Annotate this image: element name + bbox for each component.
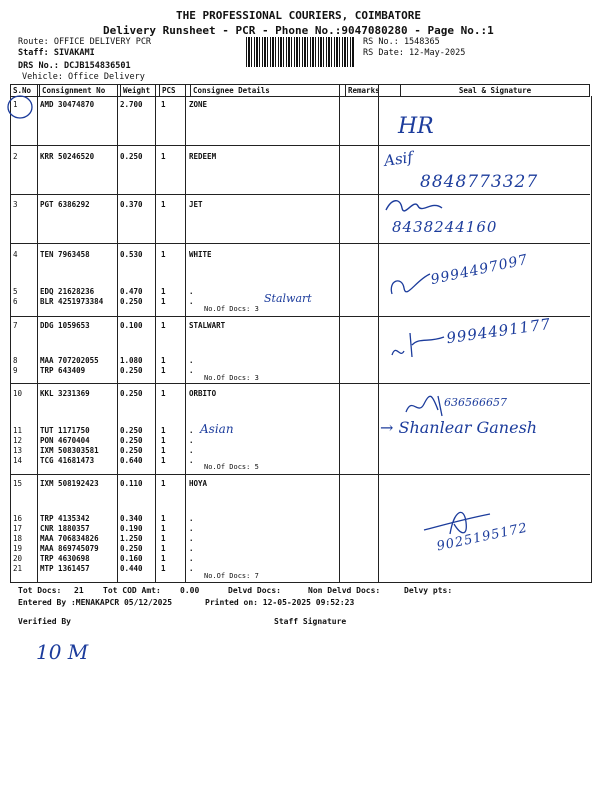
consignment-cell: PGT 6386292 — [40, 200, 90, 209]
sno-cell: 5 — [13, 287, 18, 296]
sno-cell: 18 — [13, 534, 23, 543]
pcs-cell: 1 — [161, 250, 166, 259]
drs-number: DRS No.: DCJB154836501 — [18, 61, 131, 71]
sno-cell: 21 — [13, 564, 23, 573]
col-weight: Weight — [121, 85, 160, 97]
printed-on: Printed on: 12-05-2025 09:52:23 — [205, 598, 355, 607]
consignment-cell: MAA 707202055 — [40, 356, 99, 365]
pcs-cell: 1 — [161, 456, 166, 465]
handwritten-phone: 8848773327 — [420, 172, 539, 192]
tot-docs-value: 21 — [74, 586, 84, 595]
col-consignee: Consignee Details — [191, 85, 346, 97]
sno-cell: 10 — [13, 389, 23, 398]
consignee-cell: . — [189, 554, 194, 563]
weight-cell: 0.190 — [120, 524, 143, 533]
weight-cell: 1.250 — [120, 534, 143, 543]
consignment-cell: TCG 41681473 — [40, 456, 95, 465]
sno-cell: 1 — [13, 100, 18, 109]
signature-name: Asif — [382, 148, 415, 170]
sno-cell: 8 — [13, 356, 18, 365]
consignee-cell: ZONE — [189, 100, 208, 109]
sno-cell: 17 — [13, 524, 23, 533]
row-separator — [10, 145, 590, 146]
pcs-cell: 1 — [161, 524, 166, 533]
consignee-cell: ORBITO — [189, 389, 217, 398]
weight-cell: 0.250 — [120, 446, 143, 455]
weight-cell: 0.250 — [120, 297, 143, 306]
tot-cod-label: Tot COD Amt: — [103, 586, 161, 595]
delvy-pts-label: Delvy pts: — [404, 586, 453, 595]
sno-cell: 20 — [13, 554, 23, 563]
row-separator — [10, 194, 590, 195]
consignee-cell: . — [189, 564, 194, 573]
pcs-cell: 1 — [161, 544, 166, 553]
consignment-cell: BLR 4251973384 — [40, 297, 104, 306]
consignee-cell: WHITE — [189, 250, 212, 259]
consignee-cell: REDEEM — [189, 152, 217, 161]
consignment-cell: CNR 1880357 — [40, 524, 90, 533]
weight-cell: 0.250 — [120, 426, 143, 435]
circle-mark — [6, 95, 36, 125]
consignment-cell: IXM 508192423 — [40, 479, 99, 488]
weight-cell: 0.250 — [120, 544, 143, 553]
staff-signature-label: Staff Signature — [274, 617, 347, 626]
weight-cell: 0.110 — [120, 479, 143, 488]
consignee-cell: STALWART — [189, 321, 226, 330]
runsheet-title: Delivery Runsheet - PCR - Phone No.:9047080280 - Page No.:1 — [103, 24, 494, 37]
handwritten-phone: 9025195172 — [435, 520, 530, 555]
consignee-cell: . — [189, 524, 194, 533]
consignment-cell: KRR 50246520 — [40, 152, 95, 161]
delvd-docs-label: Delvd Docs: — [228, 586, 281, 595]
tot-docs-label: Tot Docs: — [18, 586, 62, 595]
sno-cell: 15 — [13, 479, 23, 488]
divider — [37, 84, 38, 582]
verified-by-label: Verified By — [18, 617, 71, 626]
pcs-cell: 1 — [161, 366, 166, 375]
rs-number: RS No.: 1548365 — [363, 37, 440, 47]
row-separator — [10, 243, 590, 244]
handwritten-phone: 9994497097 — [429, 251, 530, 289]
sno-cell: 9 — [13, 366, 18, 375]
divider — [339, 84, 340, 582]
pcs-cell: 1 — [161, 436, 166, 445]
weight-cell: 0.370 — [120, 200, 143, 209]
sno-cell: 14 — [13, 456, 23, 465]
pcs-cell: 1 — [161, 426, 166, 435]
consignee-cell: . — [189, 544, 194, 553]
tot-cod-value: 0.00 — [180, 586, 200, 595]
consignee-cell: . — [189, 356, 194, 365]
consignee-cell: . — [189, 436, 194, 445]
pcs-cell: 1 — [161, 287, 166, 296]
consignee-cell: HOYA — [189, 479, 208, 488]
sno-cell: 4 — [13, 250, 18, 259]
group-docs-count: No.Of Docs: 7 — [204, 572, 259, 580]
row-separator — [10, 474, 590, 475]
col-consignment: Consignment No — [40, 85, 121, 97]
weight-cell: 0.470 — [120, 287, 143, 296]
weight-cell: 0.250 — [120, 436, 143, 445]
consignment-cell: KKL 3231369 — [40, 389, 90, 398]
col-sno: S.No — [11, 85, 40, 97]
weight-cell: 0.530 — [120, 250, 143, 259]
pcs-cell: 1 — [161, 514, 166, 523]
company-name: THE PROFESSIONAL COURIERS, COIMBATORE — [176, 9, 422, 22]
row-separator — [10, 383, 590, 384]
consignment-cell: TEN 7963458 — [40, 250, 90, 259]
weight-cell: 0.100 — [120, 321, 143, 330]
consignment-cell: DDG 1059653 — [40, 321, 90, 330]
handwritten-phone: 8438244160 — [392, 218, 498, 236]
consignee-cell: . — [189, 514, 194, 523]
pcs-cell: 1 — [161, 321, 166, 330]
sno-cell: 7 — [13, 321, 18, 330]
consignment-cell: TRP 4135342 — [40, 514, 90, 523]
consignment-cell: TRP 643409 — [40, 366, 86, 375]
consignee-cell: . — [189, 456, 194, 465]
pcs-cell: 1 — [161, 100, 166, 109]
pcs-cell: 1 — [161, 297, 166, 306]
consignment-cell: MTP 1361457 — [40, 564, 90, 573]
consignee-cell: . — [189, 426, 194, 435]
divider — [155, 84, 156, 582]
pcs-cell: 1 — [161, 554, 166, 563]
pcs-cell: 1 — [161, 534, 166, 543]
weight-cell: 0.640 — [120, 456, 143, 465]
col-pcs: PCS — [160, 85, 191, 97]
divider — [117, 84, 118, 582]
non-delvd-docs-label: Non Delvd Docs: — [308, 586, 381, 595]
signature-scribble — [386, 270, 436, 304]
group-docs-count: No.Of Docs: 3 — [204, 305, 259, 313]
consignment-cell: TUT 1171750 — [40, 426, 90, 435]
group-docs-count: No.Of Docs: 3 — [204, 374, 259, 382]
consignee-cell: . — [189, 446, 194, 455]
weight-cell: 2.700 — [120, 100, 143, 109]
consignment-cell: PON 4670404 — [40, 436, 90, 445]
row-separator — [10, 316, 590, 317]
pcs-cell: 1 — [161, 356, 166, 365]
sno-cell: 13 — [13, 446, 23, 455]
weight-cell: 0.440 — [120, 564, 143, 573]
consignment-cell: MAA 869745079 — [40, 544, 99, 553]
table-body-frame — [10, 96, 592, 583]
handwritten-note: Stalwart — [264, 292, 312, 305]
sno-cell: 19 — [13, 544, 23, 553]
pcs-cell: 1 — [161, 446, 166, 455]
signature-scribble — [382, 196, 452, 220]
handwritten-note: Asian — [200, 422, 234, 436]
consignment-cell: AMD 30474870 — [40, 100, 95, 109]
consignment-cell: TRP 4630698 — [40, 554, 90, 563]
pcs-cell: 1 — [161, 389, 166, 398]
barcode — [246, 37, 354, 67]
consignee-cell: JET — [189, 200, 203, 209]
weight-cell: 0.340 — [120, 514, 143, 523]
route: Route: OFFICE DELIVERY PCR — [18, 37, 152, 47]
handwritten-name-text: Shanlear Ganesh — [398, 418, 538, 437]
sno-cell: 6 — [13, 297, 18, 306]
sno-cell: 16 — [13, 514, 23, 523]
signature-hr: HR — [398, 114, 434, 139]
weight-cell: 0.250 — [120, 389, 143, 398]
group-docs-count: No.Of Docs: 5 — [204, 463, 259, 471]
handwritten-name: → Shanlear Ganesh — [380, 418, 538, 437]
pcs-cell: 1 — [161, 564, 166, 573]
divider — [378, 84, 379, 582]
consignee-cell: . — [189, 287, 194, 296]
consignment-cell: EDQ 21628236 — [40, 287, 95, 296]
handwritten-phone: 636566657 — [444, 396, 507, 409]
consignee-cell: . — [189, 297, 194, 306]
weight-cell: 0.160 — [120, 554, 143, 563]
sno-cell: 11 — [13, 426, 23, 435]
consignee-cell: . — [189, 366, 194, 375]
divider — [185, 84, 186, 582]
weight-cell: 1.080 — [120, 356, 143, 365]
verified-mark: 10 M — [36, 640, 89, 664]
consignment-cell: IXM 508303581 — [40, 446, 99, 455]
staff: Staff: SIVAKAMI — [18, 48, 95, 58]
vehicle: Vehicle: Office Delivery — [22, 72, 145, 82]
col-remarks: Remarks — [346, 85, 401, 97]
signature-scribble — [388, 325, 448, 365]
entered-by: Entered By :MENAKAPCR 05/12/2025 — [18, 598, 173, 607]
sno-cell: 2 — [13, 152, 18, 161]
pcs-cell: 1 — [161, 479, 166, 488]
rs-date: RS Date: 12-May-2025 — [363, 48, 466, 58]
handwritten-phone: 9994491177 — [445, 314, 553, 348]
pcs-cell: 1 — [161, 152, 166, 161]
col-seal-signature: Seal & Signature — [401, 85, 590, 97]
pcs-cell: 1 — [161, 200, 166, 209]
sno-cell: 12 — [13, 436, 23, 445]
weight-cell: 0.250 — [120, 366, 143, 375]
weight-cell: 0.250 — [120, 152, 143, 161]
consignment-cell: MAA 706834826 — [40, 534, 99, 543]
consignee-cell: . — [189, 534, 194, 543]
sno-cell: 3 — [13, 200, 18, 209]
